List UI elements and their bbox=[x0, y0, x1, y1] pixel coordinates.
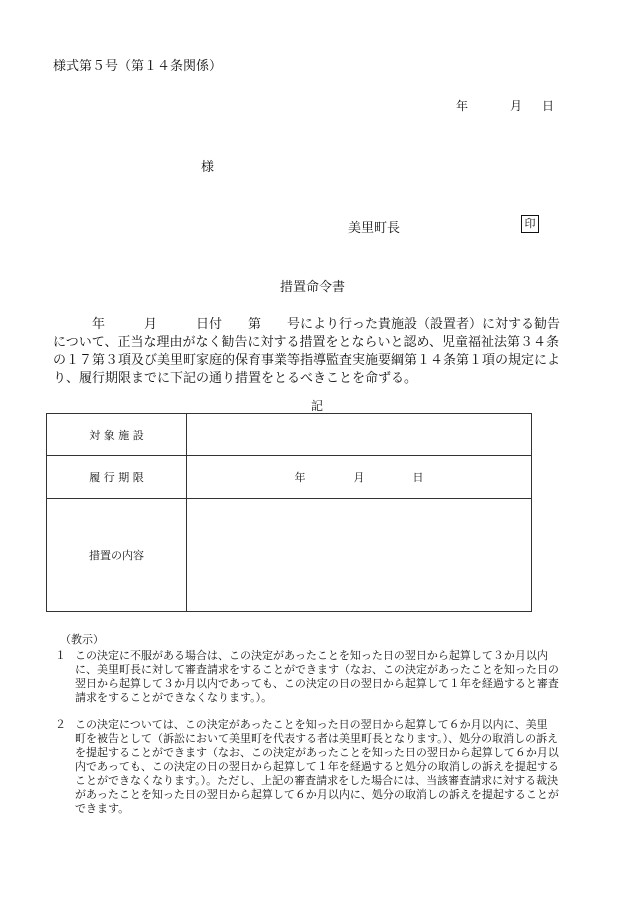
deadline-month: 月 bbox=[353, 471, 365, 484]
notice-line: この決定に不服がある場合は、この決定があったことを知った日の翌日から起算して３か月以内 bbox=[75, 649, 548, 662]
table-row bbox=[47, 456, 532, 499]
order-body bbox=[53, 316, 583, 388]
notice-line: 翌日から起算して３か月以内であっても、この決定の日の翌日から起算して１年を経過すると審査 bbox=[75, 677, 559, 690]
notice-item-number: １ bbox=[55, 649, 66, 662]
target-facility-label: 対 象 施 設 bbox=[47, 414, 187, 456]
measures-value bbox=[187, 499, 532, 612]
table-row bbox=[47, 499, 532, 612]
addressee-suffix: 様 bbox=[201, 160, 215, 175]
date-day-label: 日 bbox=[542, 99, 555, 113]
notice-line: 内であっても、この決定の日の翌日から起算して１年を経過すると処分の取消しの訴えを提起する bbox=[75, 760, 559, 773]
deadline-day: 日 bbox=[412, 471, 424, 484]
document-title: 措置命令書 bbox=[280, 280, 346, 295]
deadline-value bbox=[187, 456, 532, 499]
notice-section bbox=[53, 633, 593, 816]
body-line: り、履行期限までに下記の通り措置をとるべきことを命ずる。 bbox=[53, 371, 418, 386]
notice-line: 請求をすることができなくなります。）。 bbox=[75, 691, 273, 704]
issuer-name: 美里町長 bbox=[348, 221, 401, 236]
deadline-label: 履 行 期 限 bbox=[47, 456, 187, 499]
notice-heading: （教示） bbox=[60, 633, 104, 646]
measures-label: 措置の内容 bbox=[47, 499, 187, 612]
issue-date bbox=[456, 97, 554, 114]
notice-line: 町を被告として（訴訟において美里町を代表する者は美里町長となります。）、処分の取消しの訴え bbox=[75, 732, 559, 745]
form-number: 様式第５号（第１４条関係） bbox=[53, 59, 223, 74]
ki-heading: 記 bbox=[311, 399, 324, 413]
body-line: 年 月 日付 第 号により行った貴施設（設置者）に対する勧告 bbox=[53, 317, 561, 332]
notice-line: があったことを知った日の翌日から起算して６か月以内に、処分の取消しの訴えを提起することが bbox=[75, 788, 559, 801]
notice-item-number: ２ bbox=[55, 718, 66, 731]
notice-line: できます。 bbox=[75, 802, 130, 815]
order-table bbox=[46, 413, 532, 612]
notice-item bbox=[53, 649, 593, 705]
notice-line: を提起することができます（なお、この決定があったことを知った日の翌日から起算して６か月以 bbox=[75, 746, 559, 759]
body-line: について、正当な理由がなく勧告に対する措置をとならいと認め、児童福祉法第３４条 bbox=[53, 335, 559, 350]
date-month-label: 月 bbox=[510, 99, 523, 113]
body-line: の１７第３項及び美里町家庭的保育事業等指導監査実施要綱第１４条第１項の規定によ bbox=[53, 353, 561, 368]
table-row bbox=[47, 414, 532, 456]
deadline-year: 年 bbox=[294, 471, 306, 484]
notice-line: この決定については、この決定があったことを知った日の翌日から起算して６か月以内に、美里 bbox=[75, 718, 548, 731]
date-year-label: 年 bbox=[456, 99, 469, 113]
notice-line: に、美里町長に対して審査請求をすることができます（なお、この決定があったことを知った日の bbox=[75, 663, 559, 676]
seal-mark: 印 bbox=[521, 215, 539, 233]
notice-line: ことができなくなります。）。ただし、上記の審査請求をした場合には、当該審査請求に対する裁決 bbox=[75, 774, 559, 787]
notice-item bbox=[53, 718, 593, 816]
target-facility-value bbox=[187, 414, 532, 456]
